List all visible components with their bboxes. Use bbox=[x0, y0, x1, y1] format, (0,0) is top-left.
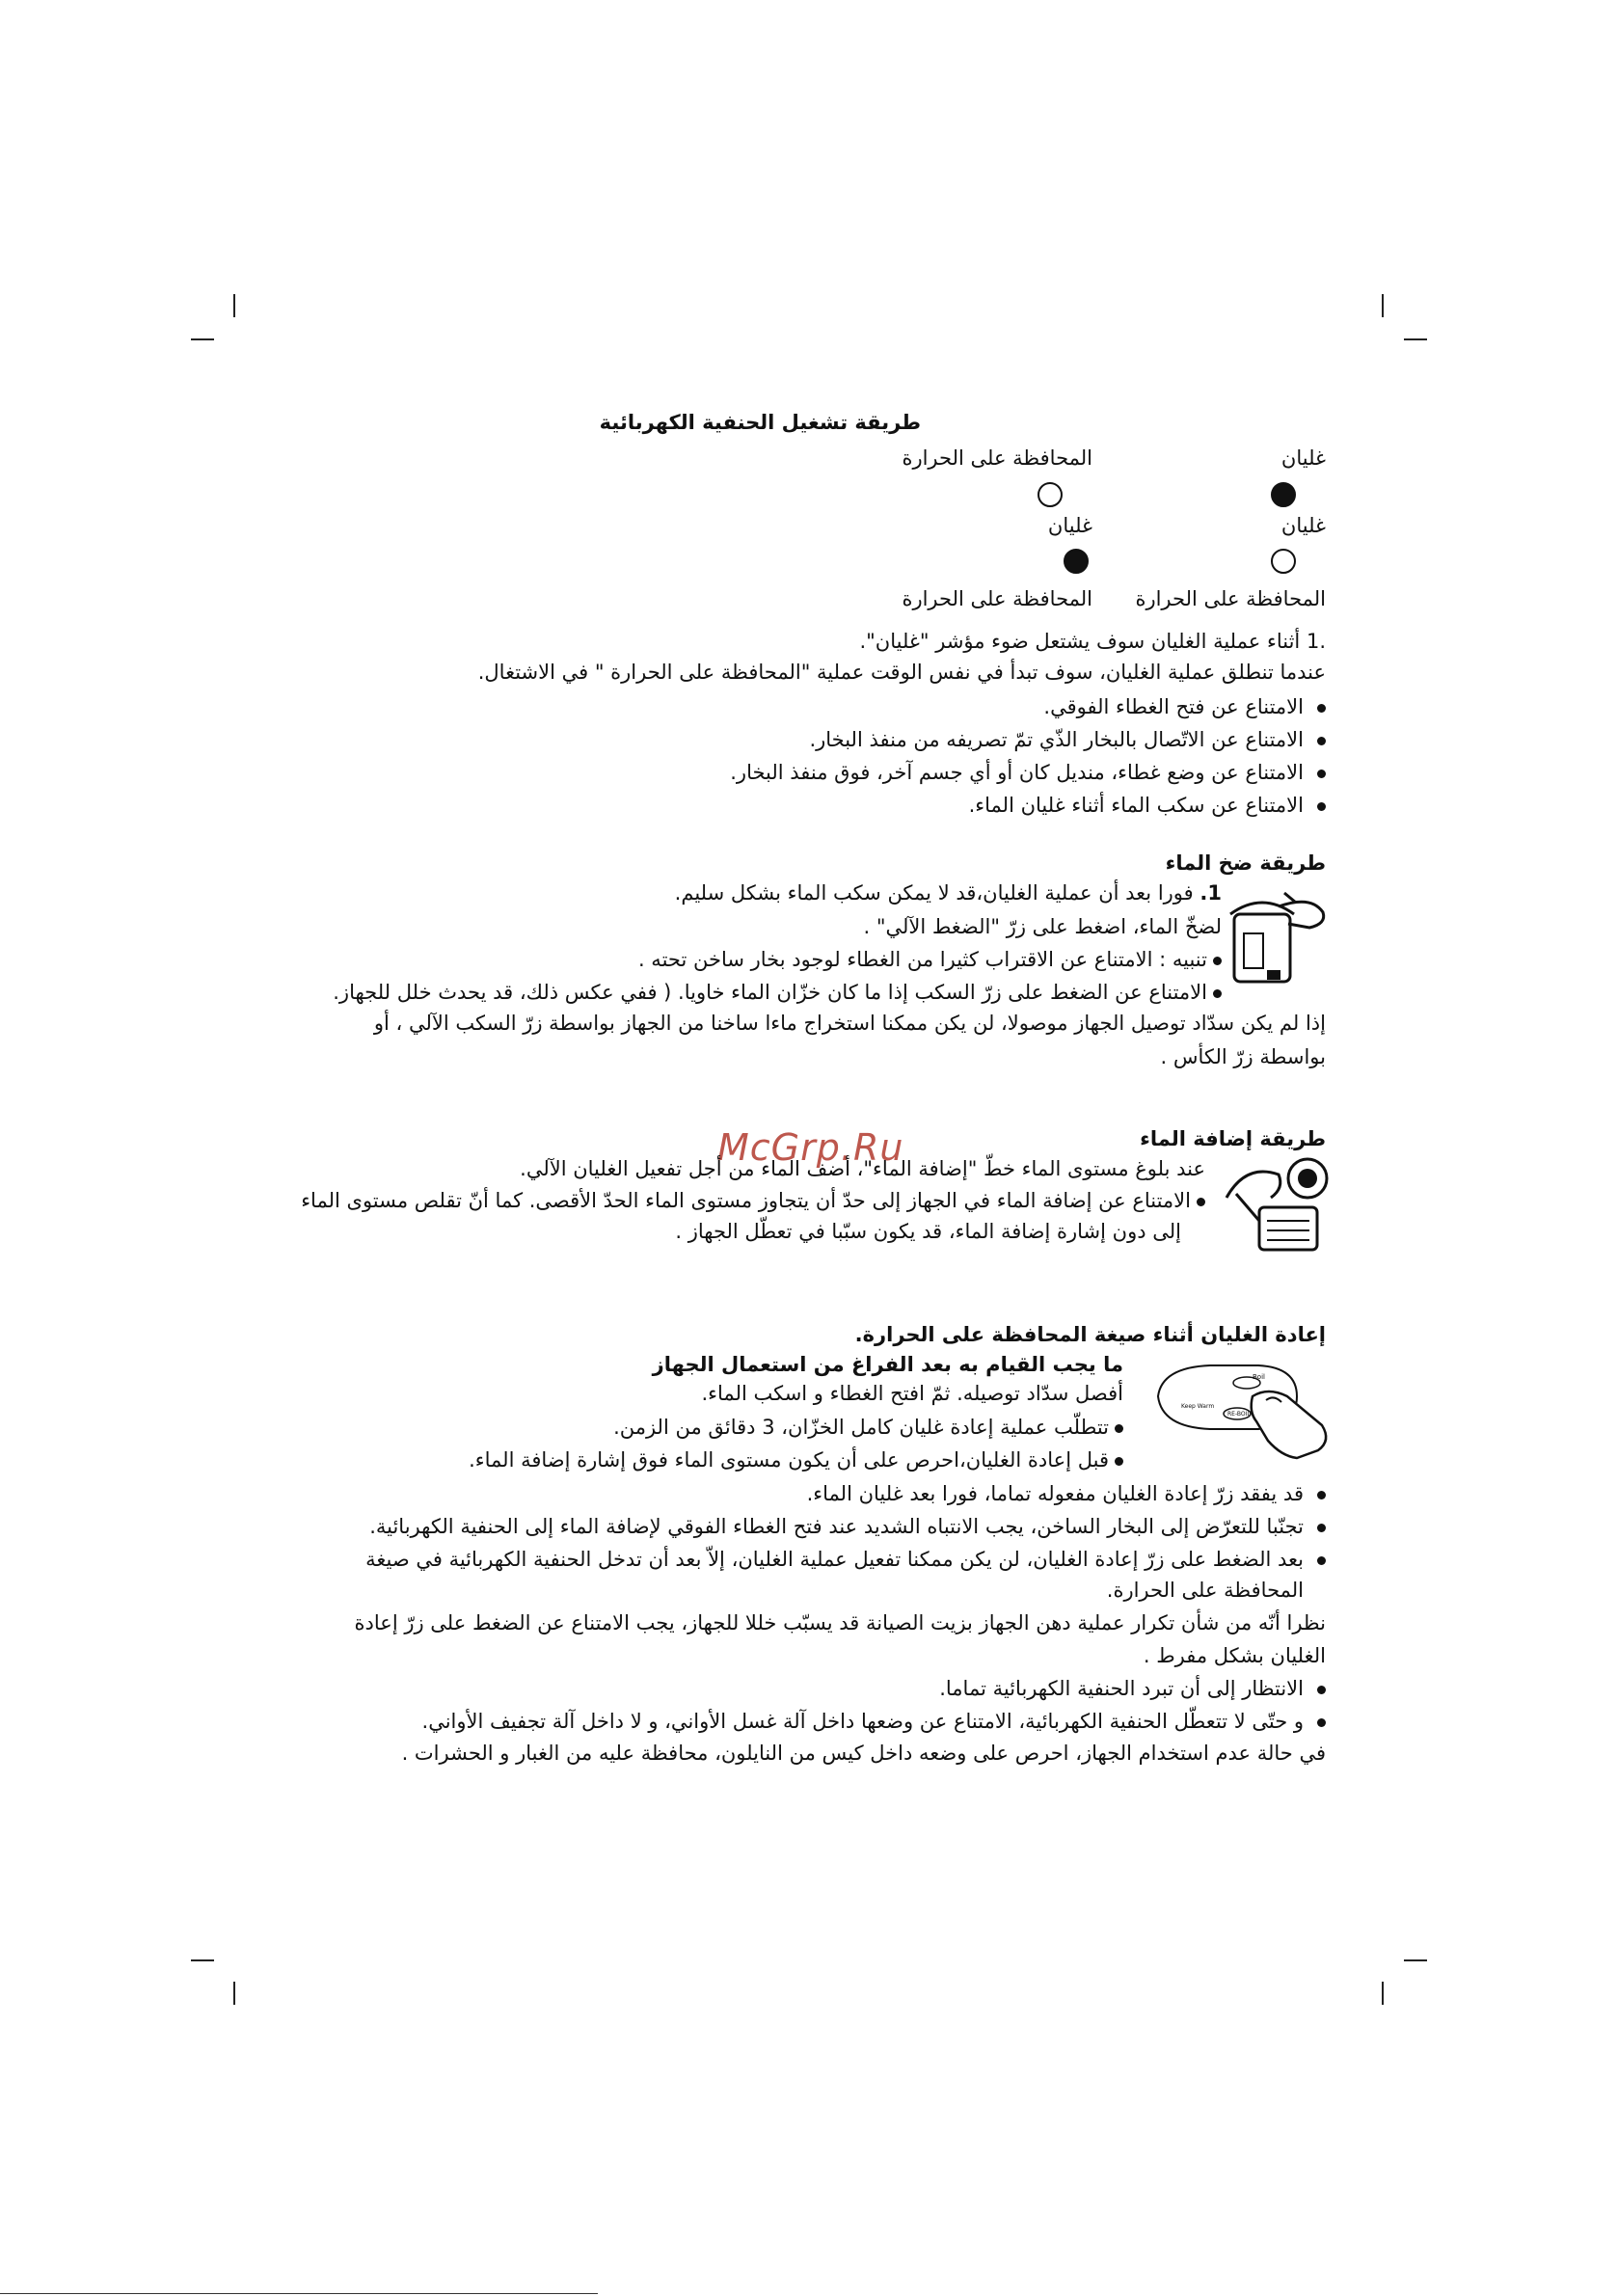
operation-bullet: الامتناع عن الاتّصال بالبخار الذّي تمّ تصريفه من منفذ البخار. bbox=[809, 728, 1326, 751]
section-title-reboil: إعادة الغليان أثناء صيغة المحافظة على الحرارة. bbox=[854, 1323, 1326, 1346]
indicator-light-on bbox=[1064, 549, 1089, 574]
svg-text:RE-BOIL: RE-BOIL bbox=[1227, 1411, 1251, 1418]
pump-line-2: لضخّ الماء، اضغط على زرّ "الضغط الآلي" . bbox=[863, 915, 1222, 938]
crop-mark bbox=[233, 1982, 235, 2005]
operation-bullet: الامتناع عن فتح الغطاء الفوقي. bbox=[1043, 695, 1326, 718]
reboil-bullet-2: قبل إعادة الغليان،احرص على أن يكون مستوى الماء فوق إشارة إضافة الماء. bbox=[469, 1448, 1123, 1472]
section-title-operation: طريقة تشغيل الحنفية الكهربائية bbox=[599, 411, 921, 434]
bullet-icon bbox=[1317, 1524, 1326, 1532]
indicator-label-keep-warm: المحافظة على الحرارة bbox=[902, 587, 1092, 610]
indicator-label-boil: غليان bbox=[1280, 514, 1326, 537]
section-title-add-water: طريقة إضافة الماء bbox=[1140, 1127, 1326, 1150]
bullet-icon bbox=[1317, 1556, 1326, 1565]
crop-mark bbox=[1404, 338, 1427, 340]
bullet-icon bbox=[1317, 737, 1326, 745]
indicator-label-keep-warm: المحافظة على الحرارة bbox=[902, 446, 1092, 470]
reboil-bullet: و حتّى لا تتعطّل الحنفية الكهربائية، الامتناع عن وضعها داخل آلة غسل الأواني، و لا داخل آلة تجفيف الأواني. bbox=[422, 1710, 1326, 1733]
crop-mark bbox=[191, 338, 214, 340]
add-water-bullet-1-cont: إلى دون إشارة إضافة الماء، قد يكون سبّبا في تعطّل الجهاز . bbox=[675, 1220, 1181, 1243]
crop-mark bbox=[1382, 294, 1384, 317]
operation-item-1: .1 أثناء عملية الغليان سوف يشتعل ضوء مؤشر "غليان". bbox=[859, 630, 1326, 653]
reboil-line-2: نظرا أنّه من شأن تكرار عملية دهن الجهاز بزيت الصيانة قد يسبّب خللا للجهاز، يجب الامتناع عن الضغط على زرّ إعادة bbox=[354, 1611, 1326, 1634]
indicator-label-boil: غليان bbox=[1280, 446, 1326, 470]
indicator-label-boil: غليان bbox=[1047, 514, 1092, 537]
svg-text:Keep Warm: Keep Warm bbox=[1181, 1403, 1215, 1410]
crop-mark bbox=[1382, 1982, 1384, 2005]
control-panel-illustration bbox=[1152, 1358, 1335, 1466]
indicator-label-keep-warm: المحافظة على الحرارة bbox=[1135, 587, 1326, 610]
bullet-icon bbox=[1213, 957, 1222, 965]
reboil-bullet: قد يفقد زرّ إعادة الغليان مفعوله تماما، فورا بعد غليان الماء. bbox=[807, 1482, 1326, 1505]
bullet-icon bbox=[1317, 1718, 1326, 1727]
bullet-icon bbox=[1317, 1491, 1326, 1499]
bullet-icon bbox=[1213, 989, 1222, 998]
bottom-rule bbox=[0, 2293, 598, 2294]
reboil-bullet-1: تتطلّب عملية إعادة غليان كامل الخزّان، 3 دقائق من الزمن. bbox=[613, 1416, 1123, 1439]
reboil-bullet: بعد الضغط على زرّ إعادة الغليان، لن يكن ممكنا تفعيل عملية الغليان، إلاّ بعد أن تدخل الحنفية الكهربائية في صيغة bbox=[365, 1548, 1326, 1571]
crop-mark bbox=[233, 294, 235, 317]
watermark: McGrp.Ru bbox=[717, 1126, 904, 1169]
bullet-icon bbox=[1197, 1198, 1205, 1206]
add-water-bullet-1: الامتناع عن إضافة الماء في الجهاز إلى حدّ أن يتجاوز مستوى الماء الحدّ الأقصى. كما أنّ تقلص مستوى الماء bbox=[301, 1189, 1205, 1212]
reboil-line-2-cont: الغليان بشكل مفرط . bbox=[1143, 1644, 1326, 1667]
pump-line-4: بواسطة زرّ الكأس . bbox=[1160, 1045, 1326, 1068]
operation-bullet: الامتناع عن سكب الماء أثناء غليان الماء. bbox=[969, 794, 1326, 817]
operation-item-1-cont: عندما تنطلق عملية الغليان، سوف تبدأ في نفس الوقت عملية "المحافظة على الحرارة " في الاشتغال. bbox=[477, 661, 1326, 684]
crop-mark bbox=[191, 1959, 214, 1961]
bullet-icon bbox=[1317, 704, 1326, 713]
bullet-icon bbox=[1317, 802, 1326, 811]
dispenser-add-water-illustration bbox=[1217, 1149, 1333, 1254]
crop-mark bbox=[1404, 1959, 1427, 1961]
pump-line-1: 1. فورا بعد أن عملية الغليان،قد لا يمكن سكب الماء بشكل سليم. bbox=[674, 881, 1222, 905]
section-subtitle-after-use: ما يجب القيام به بعد الفراغ من استعمال الجهاز bbox=[652, 1353, 1123, 1376]
reboil-line-3: في حالة عدم استخدام الجهاز، احرص على وضعه داخل كيس من النايلون، محافظة عليه من الغبار و الحشرات . bbox=[401, 1742, 1326, 1765]
indicator-light-on bbox=[1271, 482, 1296, 507]
reboil-bullet-5-cont: المحافظة على الحرارة. bbox=[1106, 1579, 1304, 1602]
reboil-bullet: الانتظار إلى أن تبرد الحنفية الكهربائية تماما. bbox=[939, 1677, 1326, 1700]
section-title-pump: طريقة ضخ الماء bbox=[1165, 851, 1326, 875]
indicator-light-off bbox=[1271, 549, 1296, 574]
bullet-icon bbox=[1115, 1424, 1123, 1433]
bullet-icon bbox=[1115, 1457, 1123, 1466]
bullet-icon bbox=[1317, 1686, 1326, 1694]
reboil-line-1: أفصل سدّاد توصيله. ثمّ افتح الغطاء و اسكب الماء. bbox=[701, 1382, 1123, 1405]
reboil-bullet: تجنّبا للتعرّض إلى البخار الساخن، يجب الانتباه الشديد عند فتح الغطاء الفوقي لإضافة الماء إلى الحنفية الكهربائية. bbox=[369, 1515, 1326, 1538]
add-water-line-1: عند بلوغ مستوى الماء خطّ "إضافة الماء"، أضف الماء من أجل تفعيل الغليان الآلي. bbox=[520, 1157, 1205, 1180]
pump-line-3: إذا لم يكن سدّاد توصيل الجهاز موصولا، لن يكن ممكنا استخراج ماءا ساخنا من الجهاز بواسطة زرّ السكب الآلي ، أو bbox=[373, 1012, 1326, 1035]
operation-bullet: الامتناع عن وضع غطاء، منديل كان أو أي جسم آخر، فوق منفذ البخار. bbox=[730, 761, 1326, 784]
bullet-icon bbox=[1317, 770, 1326, 778]
indicator-light-off bbox=[1038, 482, 1063, 507]
svg-text:Boil: Boil bbox=[1253, 1373, 1265, 1381]
pump-bullet-1: تنبيه : الامتناع عن الاقتراب كثيرا من الغطاء لوجود بخار ساخن تحته . bbox=[638, 948, 1222, 971]
dispenser-pump-illustration bbox=[1217, 885, 1333, 991]
pump-bullet-2: الامتناع عن الضغط على زرّ السكب إذا ما كان خزّان الماء خاويا. ( ففي عكس ذلك، قد يحدث خلل للجهاز. bbox=[333, 981, 1222, 1004]
